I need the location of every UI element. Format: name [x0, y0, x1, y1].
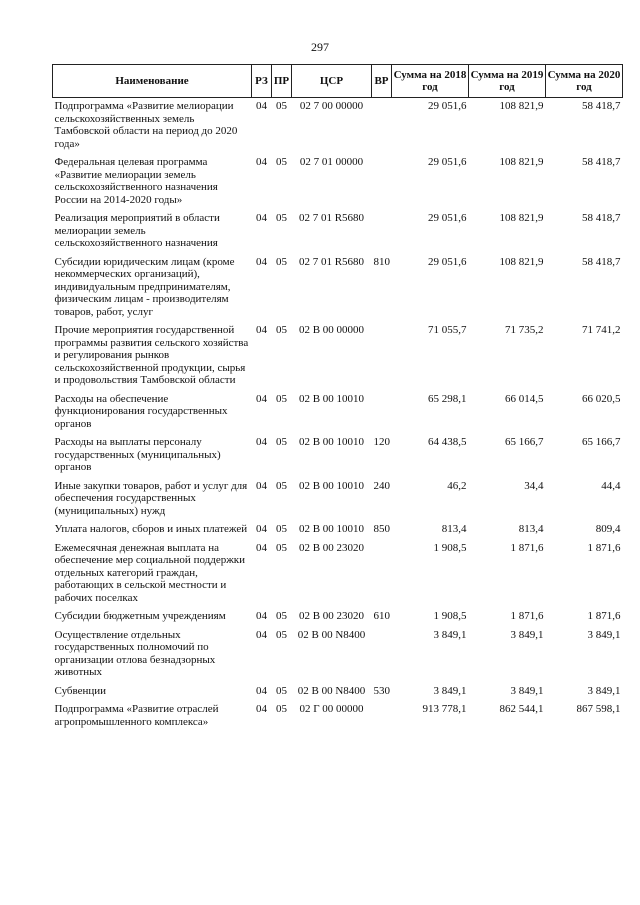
row-name: Реализация мероприятий в области мелиорации земель сельскохозяйственного назначения	[54, 212, 220, 249]
row-sum-2019: 65 166,7	[505, 436, 544, 448]
row-sum-2020: 44,4	[601, 479, 621, 492]
row-sum-2019: 862 544,1	[499, 703, 544, 715]
row-rz: 04	[256, 255, 267, 268]
row-rz: 04	[256, 324, 267, 336]
row-rz: 04	[256, 628, 267, 641]
row-sum-2020: 3 849,1	[587, 628, 621, 641]
row-sum-2018: 46,2	[447, 479, 467, 492]
row-sum-2019: 108 821,9	[499, 156, 544, 168]
row-csr: 02 В 00 23020	[298, 610, 365, 622]
row-vr: 810	[373, 255, 390, 268]
row-pr: 05	[276, 392, 287, 405]
table-row	[53, 210, 623, 254]
row-vr	[372, 98, 392, 155]
row-sum-2018: 1 908,5	[433, 610, 467, 622]
row-sum-2020: 66 020,5	[582, 392, 621, 405]
header-rz: РЗ	[252, 65, 272, 98]
row-sum-2018: 29 051,6	[428, 212, 467, 224]
row-sum-2019: 71 735,2	[505, 324, 544, 336]
row-vr	[372, 210, 392, 254]
row-sum-2019: 34,4	[524, 479, 544, 492]
row-vr	[372, 627, 392, 683]
row-sum-2019: 108 821,9	[499, 100, 544, 112]
row-sum-2018: 29 051,6	[428, 156, 467, 168]
row-sum-2019: 1 871,6	[510, 541, 544, 554]
row-sum-2020: 58 418,7	[582, 255, 621, 268]
row-rz: 04	[256, 436, 267, 448]
table-row	[53, 701, 623, 732]
row-vr: 240	[373, 479, 390, 492]
row-name: Субсидии юридическим лицам (кроме некоммерческих организаций), индивидуальным предпринимателям, физическим лицам - производителям товаров, работ, услуг	[54, 255, 235, 318]
row-sum-2019: 108 821,9	[499, 212, 544, 224]
header-pr: ПР	[272, 65, 292, 98]
row-sum-2020: 58 418,7	[582, 100, 621, 112]
row-pr: 05	[276, 610, 287, 622]
header-sum-2020: Сумма на 2020 год	[546, 65, 623, 98]
table-body	[53, 98, 623, 733]
row-rz: 04	[256, 684, 267, 697]
row-pr: 05	[276, 100, 287, 112]
row-csr: 02 В 00 N8400	[297, 684, 366, 697]
row-vr	[372, 391, 392, 435]
row-name: Расходы на обеспечение функционирования государственных органов	[54, 392, 228, 430]
budget-table	[52, 64, 623, 732]
row-sum-2018: 3 849,1	[433, 628, 467, 641]
row-csr: 02 7 01 R5680	[298, 212, 365, 224]
row-sum-2020: 71 741,2	[582, 324, 621, 336]
row-csr: 02 7 00 00000	[299, 100, 364, 112]
table-row	[53, 608, 623, 627]
table-row	[53, 521, 623, 540]
row-pr: 05	[276, 541, 287, 554]
row-rz: 04	[256, 156, 267, 168]
row-name: Федеральная целевая программа «Развитие мелиорации земель сельскохозяйственного назначения России на 2014-2020 годы»	[54, 156, 218, 206]
row-vr: 530	[373, 684, 390, 697]
row-csr: 02 В 00 23020	[298, 541, 365, 554]
row-csr: 02 В 00 N8400	[297, 628, 366, 641]
table-row	[53, 391, 623, 435]
row-sum-2018: 813,4	[441, 523, 467, 535]
row-sum-2020: 3 849,1	[587, 684, 621, 697]
row-pr: 05	[276, 703, 287, 715]
row-sum-2019: 108 821,9	[499, 255, 544, 268]
row-pr: 05	[276, 212, 287, 224]
row-sum-2019: 813,4	[518, 523, 544, 535]
row-csr: 02 В 00 10010	[298, 392, 365, 405]
row-sum-2020: 58 418,7	[582, 212, 621, 224]
table-header	[53, 65, 623, 98]
table-row	[53, 478, 623, 522]
row-pr: 05	[276, 479, 287, 492]
row-rz: 04	[256, 523, 267, 535]
row-sum-2020: 65 166,7	[582, 436, 621, 448]
row-vr	[372, 322, 392, 391]
row-sum-2019: 3 849,1	[510, 684, 544, 697]
row-pr: 05	[276, 628, 287, 641]
row-vr	[372, 701, 392, 732]
row-sum-2019: 1 871,6	[510, 610, 544, 622]
row-vr	[372, 540, 392, 609]
row-rz: 04	[256, 541, 267, 554]
row-pr: 05	[276, 523, 287, 535]
table-row	[53, 627, 623, 683]
table-row	[53, 540, 623, 609]
table-row	[53, 434, 623, 478]
row-pr: 05	[276, 156, 287, 168]
row-csr: 02 7 01 00000	[299, 156, 364, 168]
row-name: Подпрограмма «Развитие мелиорации сельскохозяйственных земель Тамбовской области на период до 2020 года»	[54, 100, 238, 150]
row-rz: 04	[256, 392, 267, 405]
row-csr: 02 В 00 10010	[298, 479, 365, 492]
row-sum-2018: 64 438,5	[428, 436, 467, 448]
row-pr: 05	[276, 255, 287, 268]
row-vr	[372, 154, 392, 210]
row-csr: 02 В 00 10010	[298, 523, 365, 535]
row-vr: 850	[373, 523, 390, 535]
table-row	[53, 254, 623, 323]
row-rz: 04	[256, 479, 267, 492]
row-name: Прочие мероприятия государственной программы развития сельского хозяйства и регулирования рынков сельскохозяйственной продукции, сырья и продовольствия Тамбовской области	[54, 324, 249, 386]
header-name: Наименование	[53, 65, 252, 98]
row-sum-2019: 3 849,1	[510, 628, 544, 641]
page-number: 297	[311, 40, 329, 54]
row-rz: 04	[256, 100, 267, 112]
row-vr: 120	[373, 436, 390, 448]
table-row	[53, 98, 623, 155]
row-name: Иные закупки товаров, работ и услуг для обеспечения государственных (муниципальных) нужд	[54, 479, 248, 517]
row-name: Расходы на выплаты персоналу государственных (муниципальных) органов	[54, 436, 221, 473]
row-rz: 04	[256, 610, 267, 622]
row-sum-2020: 1 871,6	[587, 541, 621, 554]
row-sum-2019: 66 014,5	[505, 392, 544, 405]
row-csr: 02 В 00 00000	[298, 324, 365, 336]
row-csr: 02 Г 00 00000	[299, 703, 364, 715]
header-csr: ЦСР	[292, 65, 372, 98]
row-name: Уплата налогов, сборов и иных платежей	[54, 523, 248, 535]
row-sum-2018: 913 778,1	[422, 703, 467, 715]
table-row	[53, 322, 623, 391]
table-row	[53, 154, 623, 210]
table-row	[53, 683, 623, 702]
row-pr: 05	[276, 684, 287, 697]
row-name: Подпрограмма «Развитие отраслей агропромышленного комплекса»	[54, 703, 219, 728]
row-sum-2018: 1 908,5	[433, 541, 467, 554]
header-sum-2019: Сумма на 2019 год	[469, 65, 546, 98]
row-sum-2020: 1 871,6	[587, 610, 621, 622]
header-sum-2018: Сумма на 2018 год	[392, 65, 469, 98]
row-pr: 05	[276, 436, 287, 448]
row-sum-2018: 29 051,6	[428, 100, 467, 112]
row-sum-2020: 809,4	[595, 523, 621, 535]
row-sum-2018: 65 298,1	[428, 392, 467, 405]
row-sum-2020: 58 418,7	[582, 156, 621, 168]
row-sum-2020: 867 598,1	[576, 703, 621, 715]
row-rz: 04	[256, 212, 267, 224]
row-rz: 04	[256, 703, 267, 715]
row-sum-2018: 29 051,6	[428, 255, 467, 268]
row-vr: 610	[373, 610, 390, 622]
row-name: Субвенции	[54, 684, 107, 697]
row-pr: 05	[276, 324, 287, 336]
row-name: Ежемесячная денежная выплата на обеспечение мер социальной поддержки отдельных категорий граждан, работающих в сельской местности и рабочих поселках	[54, 541, 246, 604]
row-name: Осуществление отдельных государственных полномочий по организации отлова безнадзорных животных	[54, 628, 216, 678]
row-sum-2018: 71 055,7	[428, 324, 467, 336]
row-csr: 02 7 01 R5680	[298, 255, 365, 268]
header-vr: ВР	[372, 65, 392, 98]
row-name: Субсидии бюджетным учреждениям	[54, 610, 226, 622]
row-csr: 02 В 00 10010	[298, 436, 365, 448]
row-sum-2018: 3 849,1	[433, 684, 467, 697]
